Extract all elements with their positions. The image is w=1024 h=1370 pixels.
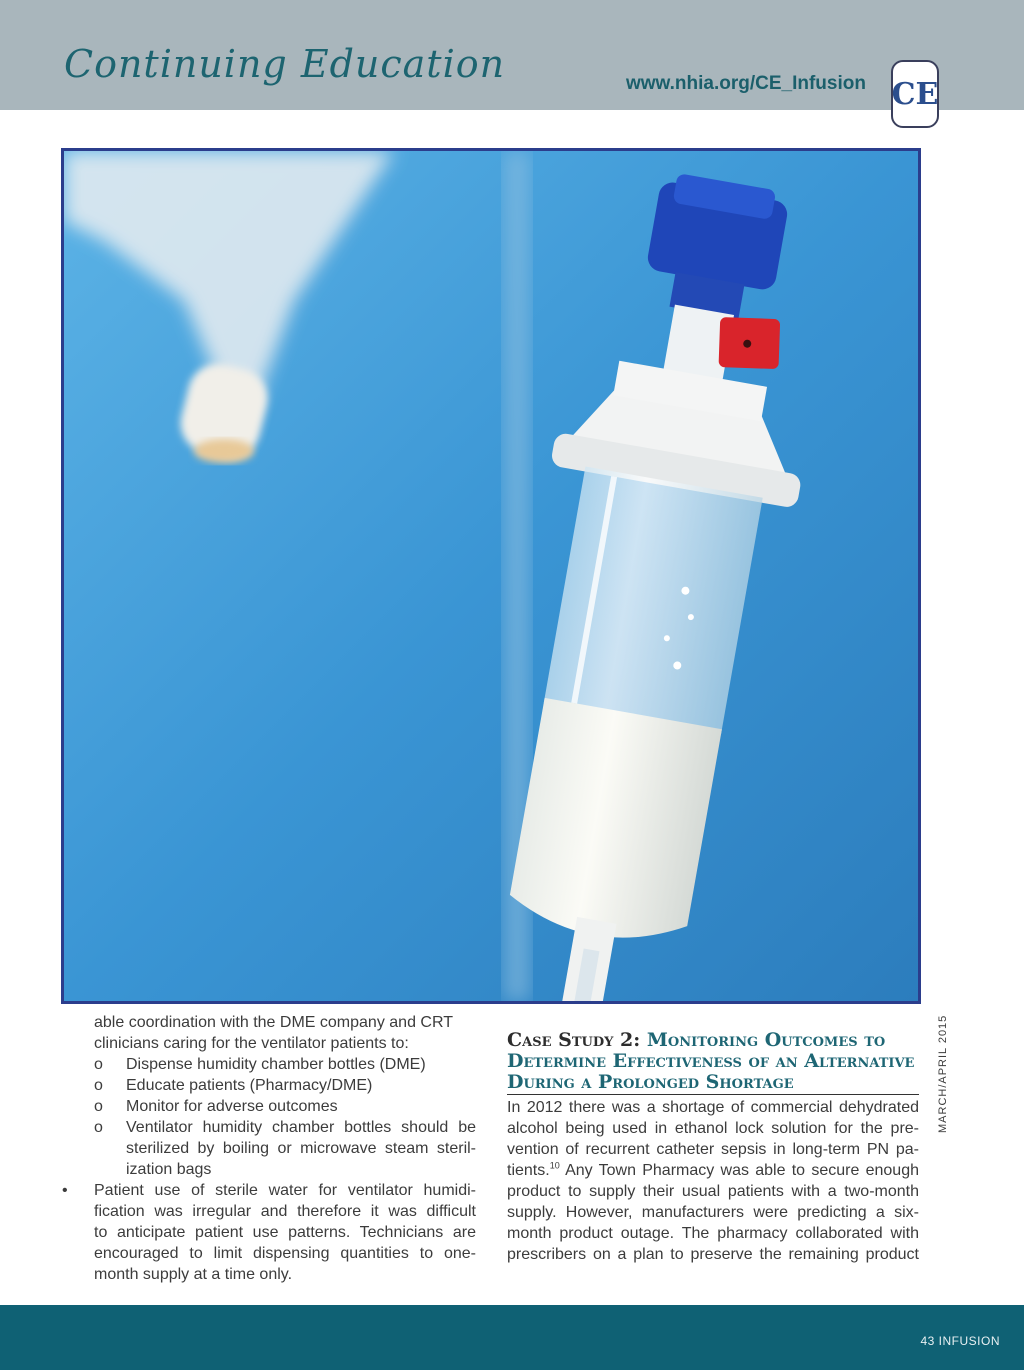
body-line: month product outage. The pharmacy collaborated with — [507, 1225, 919, 1242]
bullet-text: month supply at a time only. — [94, 1266, 293, 1283]
list-item-text: Dispense humidity chamber bottles (DME) — [126, 1056, 426, 1073]
list-marker: o — [94, 1077, 103, 1094]
iv-drip-chamber-photo — [61, 148, 921, 1004]
list-item-text: Ventilator humidity chamber bottles should be — [126, 1119, 476, 1136]
list-item — [62, 1117, 476, 1180]
header-band — [0, 0, 1024, 110]
bullet-text: Patient use of sterile water for ventilator humidi- — [94, 1182, 476, 1199]
section-title: Continuing Education — [64, 42, 506, 86]
body-line: alcohol being used in ethanol lock solution for the pre- — [507, 1120, 919, 1137]
case-study-label: Case Study 2: — [507, 1029, 641, 1051]
ce-logo-icon: CE — [891, 60, 939, 128]
bullet-text: fication was irregular and therefore it was difficult — [94, 1203, 476, 1220]
list-item — [62, 1096, 476, 1117]
list-marker: o — [94, 1098, 103, 1115]
body-line: vention of recurrent catheter sepsis in long-term PN pa- — [507, 1141, 919, 1158]
reference-superscript: 10 — [549, 1160, 560, 1171]
right-column — [507, 1030, 919, 1265]
photo-illustration — [64, 151, 918, 1001]
intro-line: able coordination with the DME company and CRT — [94, 1014, 453, 1031]
website-url-link[interactable]: www.nhia.org/CE_Infusion — [626, 73, 866, 94]
body-text: tients. — [507, 1162, 550, 1179]
body-text: Any Town Pharmacy was able to secure enough — [559, 1162, 919, 1179]
body-line: prescribers on a plan to preserve the remaining product — [507, 1246, 919, 1263]
case-study-heading — [507, 1030, 919, 1095]
list-marker: o — [94, 1056, 103, 1073]
bullet-marker: • — [62, 1182, 68, 1199]
body-line: In 2012 there was a shortage of commercial dehydrated — [507, 1099, 919, 1116]
list-item — [62, 1075, 476, 1096]
case-study-title: Monitoring Outcomes to Determine Effectiveness of an Alternative During a Prolonged Shortage — [507, 1029, 915, 1093]
intro-line: clinicians caring for the ventilator patients to: — [94, 1035, 409, 1052]
page-number: 43 INFUSION — [920, 1334, 1000, 1348]
list-item-text: Monitor for adverse outcomes — [126, 1098, 338, 1115]
bullet-text: to anticipate patient use patterns. Technicians are — [94, 1224, 476, 1241]
body-line — [507, 1160, 919, 1181]
list-item-text: Educate patients (Pharmacy/DME) — [126, 1077, 373, 1094]
issue-date: MARCH/APRIL 2015 — [937, 1015, 949, 1134]
left-column — [62, 1012, 476, 1285]
list-item-text: sterilized by boiling or microwave steam steril- — [126, 1140, 476, 1157]
body-line: product to supply their usual patients with a two-month — [507, 1183, 919, 1200]
footer-band — [0, 1305, 1024, 1370]
bullet-text: encouraged to limit dispensing quantities to one- — [94, 1245, 476, 1262]
list-item — [62, 1054, 476, 1075]
bullet-item — [62, 1180, 476, 1285]
list-item-text: ization bags — [126, 1161, 212, 1178]
body-line: supply. However, manufacturers were predicting a six- — [507, 1204, 919, 1221]
list-marker: o — [94, 1119, 103, 1136]
